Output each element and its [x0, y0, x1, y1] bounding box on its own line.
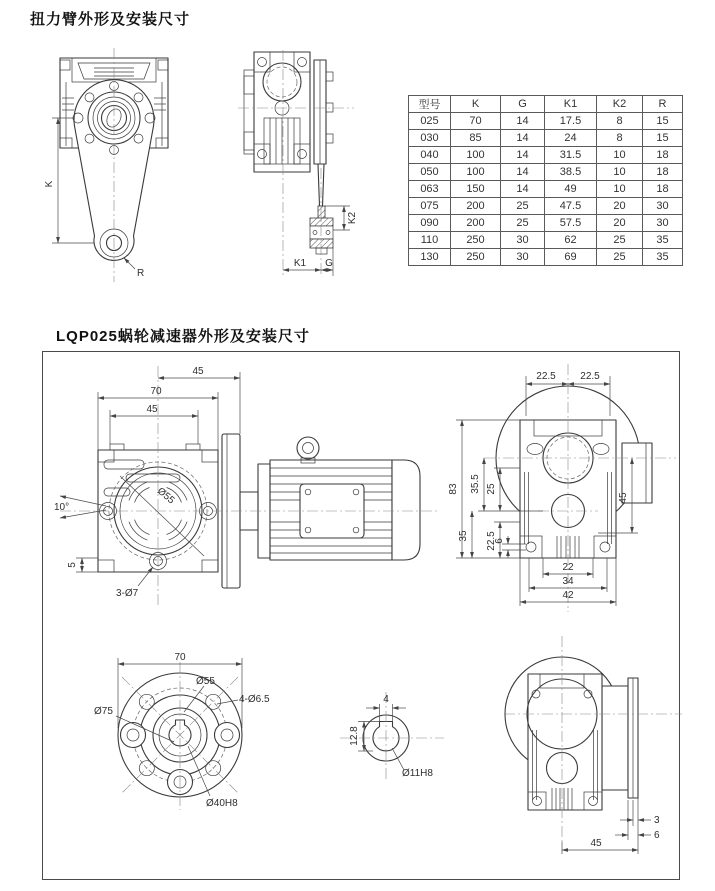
table-cell: 14 — [501, 130, 545, 147]
table-cell: 10 — [597, 181, 643, 198]
dim-35-label: 35 — [458, 530, 469, 542]
table-cell: 075 — [409, 198, 451, 215]
table-cell: 250 — [451, 232, 501, 249]
dim-355-label: 35.5 — [470, 474, 481, 494]
table-cell: 063 — [409, 181, 451, 198]
table-cell: 85 — [451, 130, 501, 147]
dim-bore-label: Ø40H8 — [206, 798, 238, 809]
dim-K2-label: K2 — [347, 211, 358, 225]
dim-5-label: 5 — [67, 562, 78, 568]
dim-225-right-label: 22.5 — [580, 371, 600, 382]
table-row — [409, 164, 683, 181]
table-cell: 18 — [643, 164, 683, 181]
table-cell: 250 — [451, 249, 501, 266]
dim-6-label: 6 — [654, 830, 660, 841]
reducer-motor-assembly-drawing — [52, 358, 444, 620]
dim-70-label: 70 — [150, 386, 162, 397]
table-header-row — [409, 96, 683, 113]
side-body — [527, 674, 638, 810]
dim-45-label: 45 — [618, 492, 629, 504]
table-row — [409, 181, 683, 198]
table-cell: 25 — [597, 232, 643, 249]
assembly-dimensions — [54, 366, 240, 599]
table-cell: 25 — [597, 249, 643, 266]
table-cell: 150 — [451, 181, 501, 198]
table-cell: 30 — [501, 249, 545, 266]
column-header: 型号 — [409, 96, 451, 113]
table-cell: 200 — [451, 215, 501, 232]
table-cell: 025 — [409, 113, 451, 130]
table-cell: 090 — [409, 215, 451, 232]
table-cell: 38.5 — [545, 164, 597, 181]
dim-128-label: 12.8 — [349, 726, 360, 746]
gearbox-side-profile — [244, 52, 333, 172]
dim-bore-label: Ø55 — [154, 485, 177, 507]
table-row — [409, 130, 683, 147]
table-cell: 62 — [545, 232, 597, 249]
dim-225b-label: 22.5 — [486, 531, 497, 551]
table-cell: 10 — [597, 164, 643, 181]
output-flange-face-drawing — [88, 640, 283, 820]
dim-holes-label: 4-Ø6.5 — [239, 694, 270, 705]
table-cell: 25 — [501, 198, 545, 215]
table-cell: 35 — [643, 249, 683, 266]
table-cell: 69 — [545, 249, 597, 266]
dim-K-label: K — [44, 180, 55, 188]
dim-R — [124, 258, 144, 279]
table-cell: 30 — [643, 215, 683, 232]
torque-arm-side — [310, 164, 333, 254]
column-header: K — [451, 96, 501, 113]
table-cell: 35 — [643, 232, 683, 249]
column-header: G — [501, 96, 545, 113]
dim-K1-G — [283, 248, 333, 276]
table-cell: 050 — [409, 164, 451, 181]
table-cell: 030 — [409, 130, 451, 147]
table-cell: 14 — [501, 181, 545, 198]
dim-4-label: 4 — [383, 694, 389, 705]
table-cell: 14 — [501, 164, 545, 181]
table-cell: 20 — [597, 198, 643, 215]
dim-6-label: 6 — [494, 538, 505, 544]
dim-45-top-label: 45 — [192, 366, 204, 377]
dim-45-label: 45 — [590, 838, 602, 849]
dim-34-label: 34 — [562, 576, 574, 587]
table-cell: 57.5 — [545, 215, 597, 232]
table-cell: 14 — [501, 113, 545, 130]
table-cell: 200 — [451, 198, 501, 215]
table-cell: 17.5 — [545, 113, 597, 130]
table-row — [409, 232, 683, 249]
dim-R-label: R — [137, 268, 145, 279]
section2-title: LQP025蜗轮减速器外形及安装尺寸 — [56, 328, 310, 345]
table-cell: 15 — [643, 130, 683, 147]
section1-title: 扭力臂外形及安装尺寸 — [30, 11, 191, 28]
table-row — [409, 249, 683, 266]
dim-225-left-label: 22.5 — [536, 371, 556, 382]
table-cell: 49 — [545, 181, 597, 198]
table-row — [409, 113, 683, 130]
table-cell: 25 — [501, 215, 545, 232]
table-cell: 15 — [643, 113, 683, 130]
input-shaft-section-drawing — [328, 686, 456, 786]
column-header: K1 — [545, 96, 597, 113]
table-row — [409, 198, 683, 215]
shaft-dimensions — [349, 694, 433, 779]
dim-G-label: G — [325, 258, 333, 269]
dim-K1-label: K1 — [293, 258, 307, 269]
torque-arm-side-view-drawing — [236, 44, 361, 289]
table-cell: 10 — [597, 147, 643, 164]
dim-83-label: 83 — [448, 483, 459, 495]
table-cell: 70 — [451, 113, 501, 130]
table-cell: 8 — [597, 113, 643, 130]
dim-angle-label: 10° — [54, 502, 70, 513]
table-cell: 130 — [409, 249, 451, 266]
table-cell: 100 — [451, 164, 501, 181]
table-cell: 110 — [409, 232, 451, 249]
table-cell: 14 — [501, 147, 545, 164]
dim-d55-label: Ø55 — [196, 676, 215, 687]
dimension-table — [408, 95, 683, 266]
dim-70-label: 70 — [174, 652, 186, 663]
dim-bore-label: Ø11H8 — [402, 768, 433, 779]
column-header: K2 — [597, 96, 643, 113]
dim-25-label: 25 — [486, 483, 497, 495]
dim-45-inner-label: 45 — [146, 404, 158, 415]
column-header: R — [643, 96, 683, 113]
dim-42-label: 42 — [562, 590, 574, 601]
torque-arm-front-view-drawing — [40, 46, 190, 284]
table-row — [409, 147, 683, 164]
table-row — [409, 215, 683, 232]
table-cell: 18 — [643, 147, 683, 164]
table-cell: 20 — [597, 215, 643, 232]
dim-holes-label: 3-Ø7 — [116, 588, 139, 599]
table-cell: 18 — [643, 181, 683, 198]
reducer-side-flange-drawing — [492, 630, 692, 865]
table-cell: 100 — [451, 147, 501, 164]
table-cell: 31.5 — [545, 147, 597, 164]
table-cell: 24 — [545, 130, 597, 147]
table-cell: 040 — [409, 147, 451, 164]
reducer-rear-view-drawing — [438, 360, 690, 618]
table-cell: 8 — [597, 130, 643, 147]
table-cell: 30 — [501, 232, 545, 249]
dim-d75-label: Ø75 — [94, 706, 113, 717]
table-cell: 47.5 — [545, 198, 597, 215]
table-cell: 30 — [643, 198, 683, 215]
dim-22-label: 22 — [562, 562, 574, 573]
dim-3-label: 3 — [654, 815, 660, 826]
